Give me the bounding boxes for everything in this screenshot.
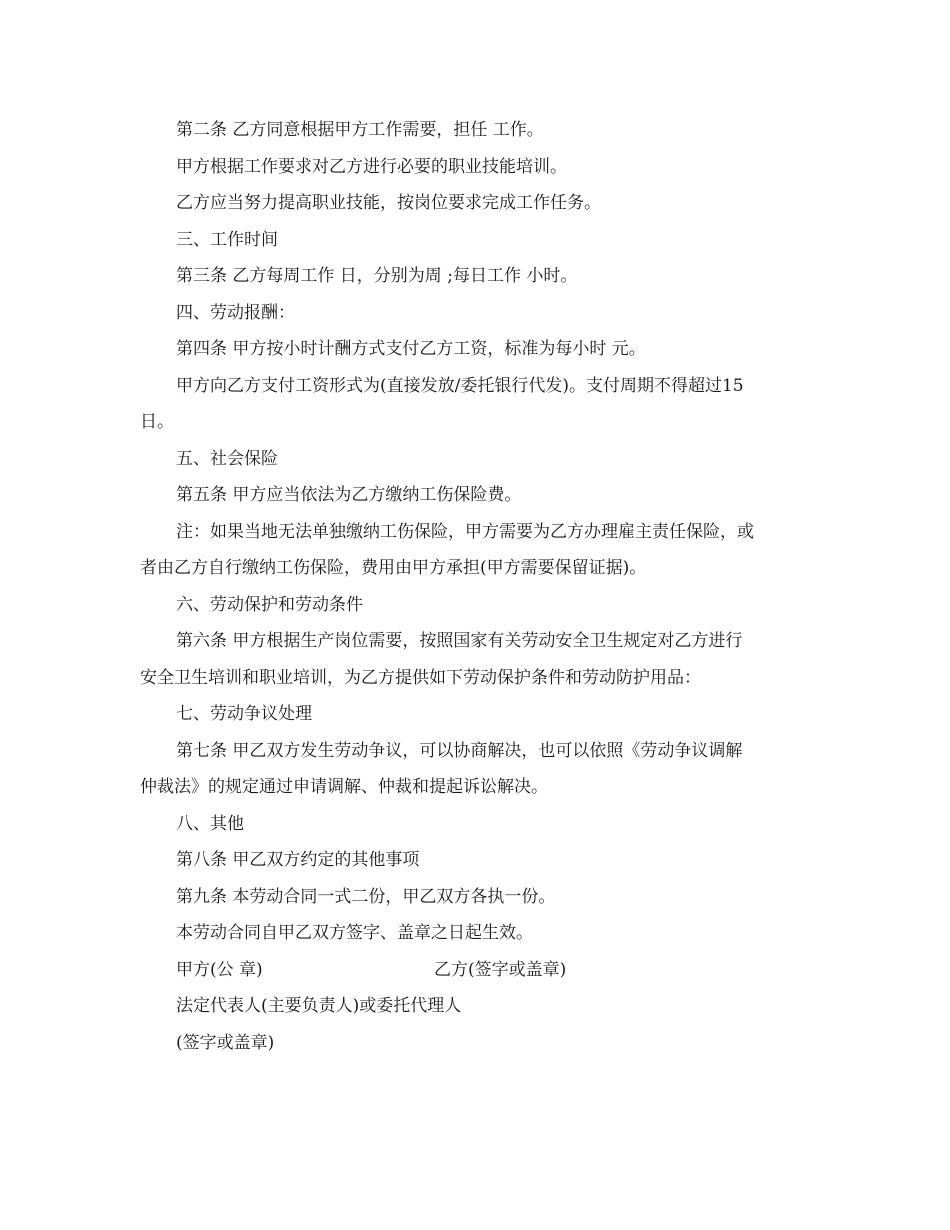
sign-or-seal-line: (签字或盖章) (176, 1032, 275, 1053)
legal-representative-line: 法定代表人(主要负责人)或委托代理人 (176, 996, 462, 1016)
clause-7: 第七条 甲乙双方发生劳动争议，可以协商解决，也可以依照《劳动争议调解 (176, 740, 743, 761)
training-line: 甲方根据工作要求对乙方进行必要的职业技能培训。 (176, 156, 567, 177)
note-line-cont: 者由乙方自行缴纳工伤保险，费用由甲方承担(甲方需要保留证据)。 (140, 558, 647, 578)
payment-form-line: 甲方向乙方支付工资形式为(直接发放/委托银行代发)。支付周期不得超过15 (176, 375, 744, 396)
party-a-seal: 甲方(公 章) (176, 959, 263, 980)
clause-4: 第四条 甲方按小时计酬方式支付乙方工资，标准为每小时 元。 (176, 339, 646, 359)
document-body (140, 112, 812, 1061)
effective-line: 本劳动合同自甲乙双方签字、盖章之日起生效。 (176, 923, 533, 943)
section-heading-dispute: 七、劳动争议处理 (176, 704, 312, 724)
section-heading-remuneration: 四、劳动报酬： (176, 302, 295, 323)
clause-6-cont: 安全卫生培训和职业培训，为乙方提供如下劳动保护条件和劳动防护用品： (140, 667, 701, 688)
clause-6: 第六条 甲方根据生产岗位需要，按照国家有关劳动安全卫生规定对乙方进行 (176, 631, 743, 651)
note-line: 注：如果当地无法单独缴纳工伤保险，甲方需要为乙方办理雇主责任保险，或 (176, 521, 754, 542)
section-heading-social-insurance: 五、社会保险 (176, 448, 278, 469)
clause-2: 第二条 乙方同意根据甲方工作需要，担任 工作。 (176, 120, 544, 140)
clause-8: 第八条 甲乙双方约定的其他事项 (176, 850, 420, 870)
section-heading-labor-protection: 六、劳动保护和劳动条件 (176, 594, 363, 615)
clause-9: 第九条 本劳动合同一式二份，甲乙双方各执一份。 (176, 886, 556, 907)
clause-7-cont: 仲裁法》的规定通过申请调解、仲裁和提起诉讼解决。 (140, 777, 548, 797)
payment-form-line-cont: 日。 (140, 412, 174, 432)
skills-line: 乙方应当努力提高职业技能，按岗位要求完成工作任务。 (176, 193, 601, 213)
party-b-sign: 乙方(签字或盖章) (434, 959, 567, 980)
section-heading-work-time: 三、工作时间 (176, 229, 278, 250)
clause-5: 第五条 甲方应当依法为乙方缴纳工伤保险费。 (176, 485, 522, 505)
signature-row (140, 952, 812, 989)
clause-3: 第三条 乙方每周工作 日，分别为周 ;每日工作 小时。 (176, 266, 578, 286)
section-heading-other: 八、其他 (176, 813, 244, 834)
